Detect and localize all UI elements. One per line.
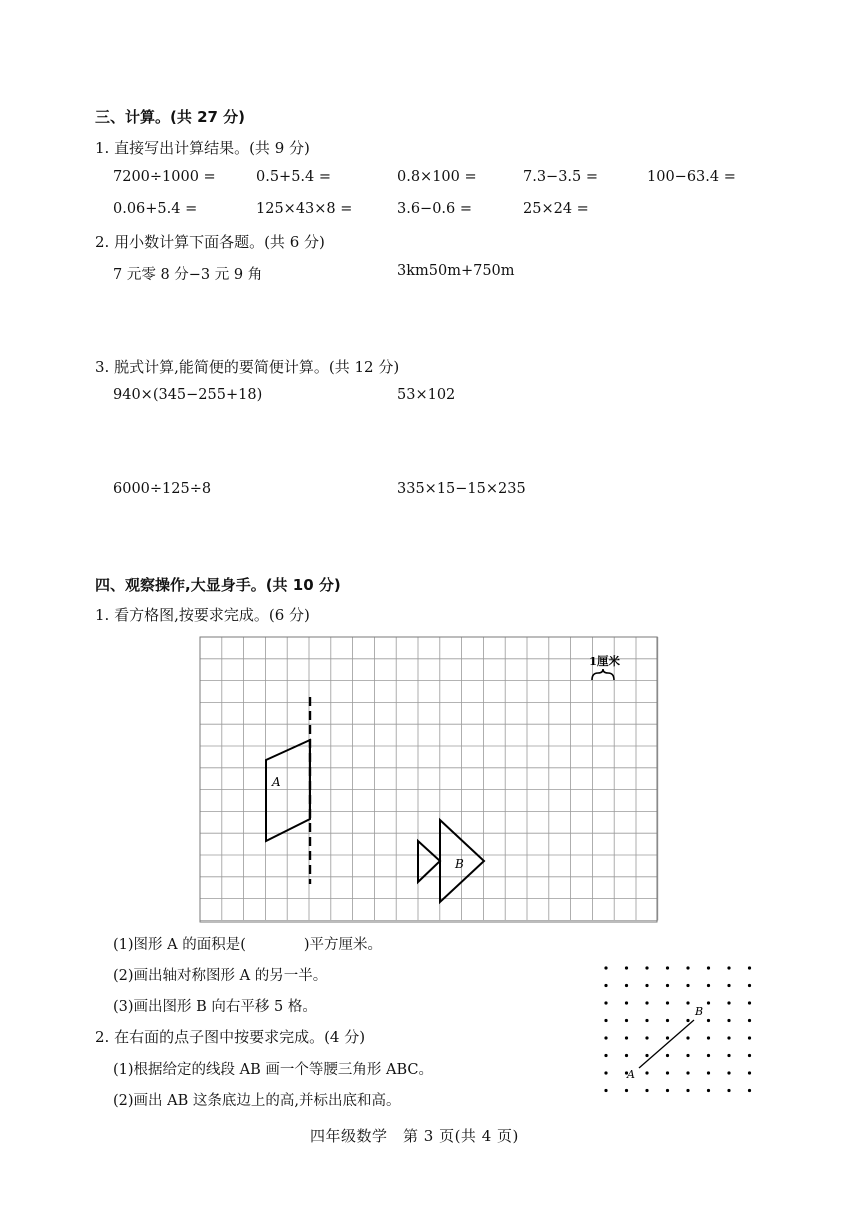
shape-b-label: B: [455, 857, 464, 871]
grid-lines: [200, 637, 658, 920]
grid-dot: [707, 1019, 710, 1022]
point-b-label: B: [695, 1005, 704, 1018]
scale-label: 1厘米: [589, 654, 621, 668]
grid-dot: [645, 966, 648, 969]
grid-dot: [727, 1036, 730, 1039]
grid-dot: [625, 1019, 628, 1022]
grid-dot: [604, 1019, 607, 1022]
grid-dot: [727, 1019, 730, 1022]
grid-dot: [625, 1001, 628, 1004]
calc-item: 940×(345−255+18): [113, 387, 263, 403]
calc-item: 0.8×100 =: [397, 169, 477, 185]
grid-dot: [666, 1001, 669, 1004]
grid-dot: [666, 1071, 669, 1074]
grid-dot: [727, 1071, 730, 1074]
grid-dot: [645, 1089, 648, 1092]
calc-item: 25×24 =: [523, 201, 589, 217]
grid-dot: [604, 1001, 607, 1004]
grid-dot: [666, 1036, 669, 1039]
calc-item: 100−63.4 =: [647, 169, 736, 185]
grid-dot: [604, 966, 607, 969]
calc-item: 0.06+5.4 =: [113, 201, 198, 217]
grid-dot: [686, 1019, 689, 1022]
shape-b-small-triangle: [418, 841, 440, 882]
grid-dot: [604, 1071, 607, 1074]
grid-border: [200, 637, 657, 922]
grid-dot: [707, 1001, 710, 1004]
grid-dot: [686, 1054, 689, 1057]
scale-brace: [592, 669, 614, 680]
grid-dot: [666, 1089, 669, 1092]
grid-dot: [707, 966, 710, 969]
grid-dot: [748, 1054, 751, 1057]
grid-dot: [727, 966, 730, 969]
question-4-2-title: 2. 在右面的点子图中按要求完成。(4 分): [95, 1028, 366, 1046]
question-4-1-title: 1. 看方格图,按要求完成。(6 分): [95, 606, 310, 624]
grid-dot: [727, 1054, 730, 1057]
grid-dot: [686, 966, 689, 969]
grid-dot: [666, 1019, 669, 1022]
grid-dot: [748, 1089, 751, 1092]
calc-item: 7 元零 8 分−3 元 9 角: [113, 267, 263, 283]
calc-item: 125×43×8 =: [256, 201, 353, 217]
grid-dot: [645, 1071, 648, 1074]
grid-dot: [707, 984, 710, 987]
grid-dot: [666, 984, 669, 987]
grid-dot: [748, 1036, 751, 1039]
grid-dot: [748, 1001, 751, 1004]
grid-dot: [604, 1089, 607, 1092]
calc-item: 53×102: [397, 387, 456, 403]
grid-dot: [666, 1054, 669, 1057]
calc-item: 3km50m+750m: [397, 263, 515, 279]
grid-dot: [686, 1001, 689, 1004]
sub1-text-before: (1)图形 A 的面积是(: [113, 937, 246, 953]
grid-dot: [727, 1089, 730, 1092]
grid-dot: [625, 966, 628, 969]
sub1-text-after: )平方厘米。: [303, 937, 383, 953]
grid-dot: [645, 1019, 648, 1022]
grid-dot: [604, 984, 607, 987]
grid-dot: [748, 1071, 751, 1074]
question-3-2-title: 2. 用小数计算下面各题。(共 6 分): [95, 233, 325, 251]
grid-dot: [625, 984, 628, 987]
calc-item: 7.3−3.5 =: [523, 169, 599, 185]
grid-dot: [707, 1089, 710, 1092]
calc-item: 7200÷1000 =: [113, 169, 216, 185]
grid-dot: [666, 966, 669, 969]
grid-dot: [686, 1036, 689, 1039]
grid-dot: [748, 966, 751, 969]
grid-dot: [604, 1054, 607, 1057]
calc-item: 0.5+5.4 =: [256, 169, 332, 185]
calc-item: 6000÷125÷8: [113, 481, 212, 497]
grid-dot: [604, 1036, 607, 1039]
section-3-title: 三、计算。(共 27 分): [95, 108, 246, 126]
grid-dot: [625, 1036, 628, 1039]
point-a-label: A: [627, 1068, 635, 1081]
grid-dot: [645, 984, 648, 987]
grid-dot: [645, 1001, 648, 1004]
grid-dot: [707, 1036, 710, 1039]
grid-dot: [625, 1054, 628, 1057]
grid-dot: [686, 984, 689, 987]
calc-item: 3.6−0.6 =: [397, 201, 473, 217]
grid-dot: [707, 1071, 710, 1074]
question-4-1-sub3: (3)画出图形 B 向右平移 5 格。: [113, 999, 317, 1015]
question-4-2-sub1: (1)根据给定的线段 AB 画一个等腰三角形 ABC。: [113, 1062, 433, 1078]
segment-ab: [639, 1020, 694, 1068]
question-4-1-sub2: (2)画出轴对称图形 A 的另一半。: [113, 968, 328, 984]
question-4-2-sub2: (2)画出 AB 这条底边上的高,并标出底和高。: [113, 1093, 401, 1109]
question-4-1-sub1: [113, 933, 382, 954]
page-footer: 四年级数学 第 3 页(共 4 页): [310, 1127, 519, 1145]
section-4-title: 四、观察操作,大显身手。(共 10 分): [95, 576, 341, 594]
grid-dot: [686, 1089, 689, 1092]
grid-dot: [707, 1054, 710, 1057]
grid-dot: [625, 1089, 628, 1092]
calc-item: 335×15−15×235: [397, 481, 526, 497]
dot-grid-figure: [598, 960, 770, 1108]
grid-dot: [748, 984, 751, 987]
grid-dot: [727, 1001, 730, 1004]
grid-dot: [645, 1054, 648, 1057]
grid-dot: [686, 1071, 689, 1074]
shape-a: [266, 740, 310, 841]
shape-a-label: A: [272, 775, 281, 789]
grid-dot: [748, 1019, 751, 1022]
square-grid-figure: [199, 636, 661, 924]
question-3-3-title: 3. 脱式计算,能简便的要简便计算。(共 12 分): [95, 358, 400, 376]
question-3-1-title: 1. 直接写出计算结果。(共 9 分): [95, 139, 310, 157]
grid-dot: [727, 984, 730, 987]
grid-dot: [645, 1036, 648, 1039]
